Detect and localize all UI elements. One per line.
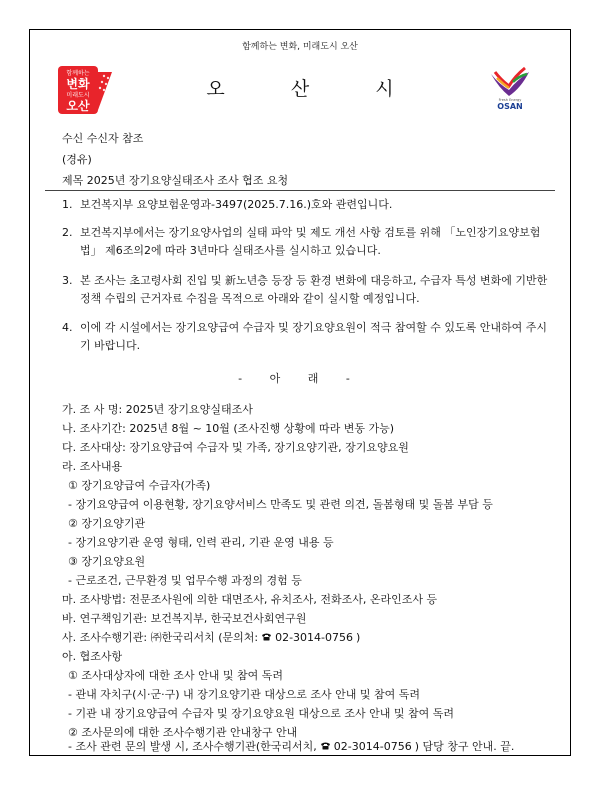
detail-content-heading: 라. 조사내용 (62, 460, 123, 473)
paragraph-3 (62, 272, 552, 308)
coop-desc-phone: 02-3014-0756 (333, 739, 412, 753)
paragraph-text: 보건복지부 요양보험운영과-3497(2025.7.16.)호와 관련입니다. (80, 198, 393, 211)
logo-tagline: Fresh Energy (498, 98, 522, 102)
paragraph-2 (62, 224, 552, 260)
recipient-line: 수신 수신자 참조 (62, 132, 144, 145)
subject-line: 제목 2025년 장기요양실태조사 조사 협조 요청 (62, 174, 289, 187)
paragraph-number: 3. (62, 274, 73, 287)
paragraph-1 (62, 196, 552, 214)
content-item-1-desc: - 장기요양급여 이용현황, 장기요양서비스 만족도 및 관련 의견, 돌봄형태 및 돌봄 부담 등 (68, 498, 493, 511)
detail-research-org: 바. 연구책임기관: 보건복지부, 한국보건사회연구원 (62, 612, 307, 625)
content-item-2-desc: - 장기요양기관 운영 형태, 인력 관리, 기관 운영 내용 등 (68, 536, 334, 549)
phone-icon (320, 740, 331, 753)
coop-item-1-desc-2: - 기관 내 장기요양급여 수급자 및 장기요양요원 대상으로 조사 안내 및 참여 독려 (68, 707, 454, 720)
logo-osan: OSAN (497, 102, 523, 110)
coop-item-2-text: ② 조사문의에 대한 조사수행기관 안내창구 안내 (68, 726, 298, 739)
below-title: - 아 래 - (238, 372, 362, 385)
coop-desc-suffix: ) 담당 창구 안내. 끝. (414, 740, 515, 753)
detail-target: 다. 조사대상: 장기요양급여 수급자 및 가족, 장기요양기관, 장기요양요원 (62, 441, 409, 454)
content-item-1: ① 장기요양급여 수급자(가족) (68, 479, 211, 492)
coop-item-1-desc-1: - 관내 자치구(시·군·구) 내 장기요양기관 대상으로 조사 안내 및 참여 독려 (68, 688, 421, 701)
survey-org-text: 사. 조사수행기관: ㈜한국리서치 (문의처: (62, 631, 259, 644)
paragraph-text: 이에 각 시설에서는 장기요양급여 수급자 및 장기요양요원이 적극 참여할 수 있도록 안내하여 주시기 바랍니다. (80, 321, 547, 352)
survey-org-phone: 02-3014-0756 (275, 630, 354, 644)
content-item-3: ③ 장기요양요원 (68, 555, 146, 568)
content-item-3-desc: - 근로조건, 근무환경 및 업무수행 과정의 경험 등 (68, 574, 302, 587)
detail-title: 가. 조 사 명: 2025년 장기요양실태조사 (62, 403, 253, 416)
phone-icon (261, 631, 272, 644)
paragraph-4 (62, 319, 552, 355)
slogan: 함께하는 변화, 미래도시 오산 (242, 42, 358, 52)
paragraph-number: 4. (62, 321, 73, 334)
detail-survey-org (62, 629, 360, 645)
detail-method: 마. 조사방법: 전문조사원에 의한 대면조사, 유치조사, 전화조사, 온라인조사 등 (62, 593, 438, 606)
logo-line3: 미래도시 (66, 92, 90, 99)
logo-line2: 변화 (66, 77, 90, 91)
org-name: 오 산 시 (206, 78, 424, 100)
via-line: (경유) (62, 153, 92, 166)
detail-cooperation-heading: 아. 협조사항 (62, 650, 123, 663)
logo-line4: 오산 (66, 99, 90, 113)
paragraph-number: 2. (62, 226, 73, 239)
logo-line1: 함께하는 (66, 70, 90, 77)
paragraph-text: 보건복지부에서는 장기요양사업의 실태 파악 및 제도 개선 사항 검토를 위해 「노인장기요양보험법」 제6조의2에 따라 3년마다 실태조사를 실시하고 있습니다. (80, 226, 541, 257)
paragraph-number: 1. (62, 198, 73, 211)
paragraph-text: 본 조사는 초고령사회 진입 및 新노년층 등장 등 환경 변화에 대응하고, 수급자 특성 변화에 기반한 정책 수립의 근거자료 수집을 목적으로 아래와 같이 실시할 예정입니다. (80, 274, 548, 305)
survey-org-close: ) (356, 630, 361, 644)
coop-item-1: ① 조사대상자에 대한 조사 안내 및 참여 독려 (68, 669, 283, 682)
coop-desc-text: - 조사 관련 문의 발생 시, 조사수행기관(한국리서치, (68, 740, 317, 753)
coop-item-2-desc (68, 738, 514, 754)
content-item-2: ② 장기요양기관 (68, 517, 146, 530)
subject-divider (45, 190, 555, 191)
osan-city-logo (487, 64, 533, 110)
detail-period: 나. 조사기간: 2025년 8월 ~ 10월 (조사진행 상황에 따라 변동 가능) (62, 422, 395, 435)
